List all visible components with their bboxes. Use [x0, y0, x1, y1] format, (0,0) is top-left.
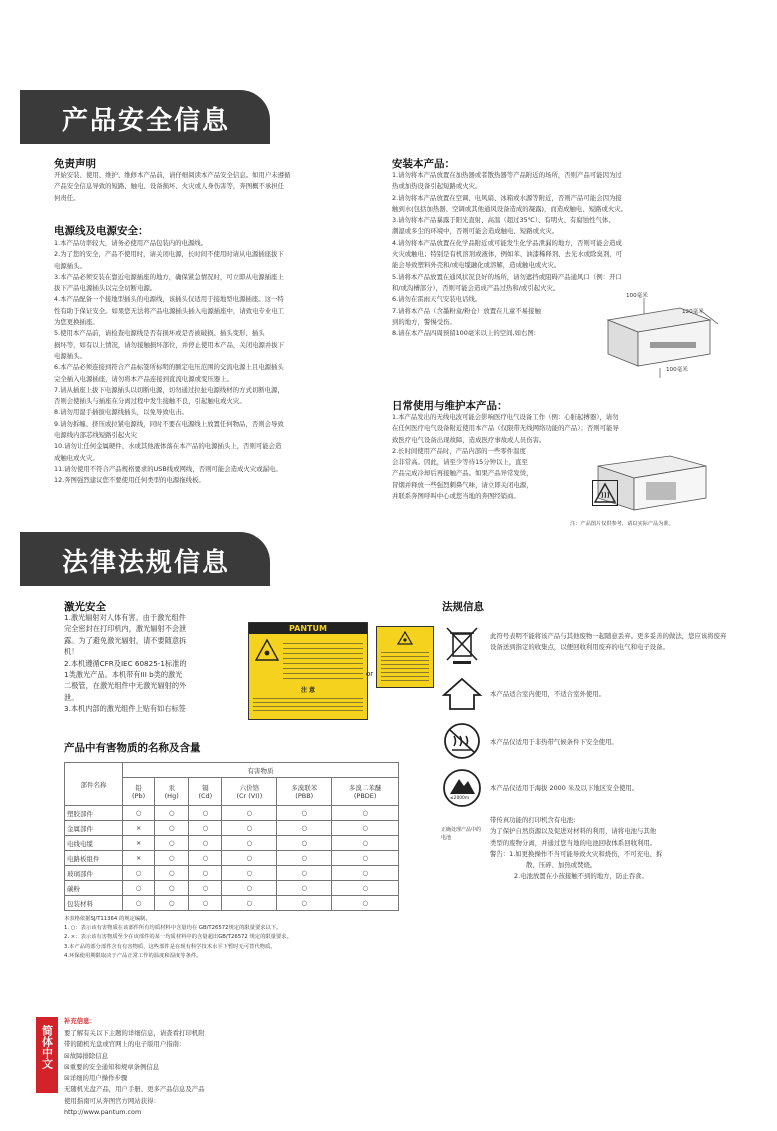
power-text: 1.本产品功率较大，请务必使用产品包装内的电源线。 2.为了您的安全，产品不使用时，请关闭电源，长时间不使用时请从电源插座拔下 电源插头。 3.本产品必须安装在靠近电源插座的地方，确保紧急情况时，可立即从电源插座上 拔下产品电源插头以完全切断电源。 4.本产品配备一个接地型插头的电源线，该插头仅适用于接地型电源插座。这一特 性有助于保证安全。如果您无法将产品电源插头插入电源插座中，请致电专业电工 为您更换插座。 5.使用本产品前，请检查电源线是否有损坏或是否被破损、插头变形、插头 损坏等，如有以上情况，请勿接触损坏部位，并停止使用本产品，关闭电源并拔下 电源插头。 6.本产品必须连接到符合产品标签所标明的额定电压范围的交流电源上且电源插头 完全插入电源插座，请勿将本产品连接到直流电源或变压器上。 7.请从插座上拔下电源插头以切断电源，切勿通过拉扯电源线材的方式切断电源， 否则会使插头与插座在分离过程中发生接触不良，引起触电或火灾。 8.请勿用湿手插拔电源线插头，以免导致电击。 9.请勿拆缠、挤压或拉紧电源线，同时不要在电源线上放置任何物品，否则会导致 电源线内部芯线短路引起火灾 10.请勿让任何金属硬件、水或其他液体落在本产品的电源插头上，否则可能会造 成触电或火灾。 11.请勿使用不符合产品规格要求的USB线或网线，否则可能会造成火灾或漏电。 12.奔图强烈建议您不要使用任何类型的电源拖线板。 [54, 239, 285, 485]
daily-note: 注：产品图片仅供参考，请以实际产品为准。 [570, 521, 674, 527]
disclaimer-title: 免责声明 [54, 158, 96, 170]
printer-clearance-illustration [590, 294, 730, 380]
laser-warning-label-small [376, 626, 434, 688]
col-header: 六价铬 (Cr (VI)) [222, 778, 277, 806]
legal-title: 法律法规信息 [62, 548, 231, 578]
battery-label: 正确处理产品中的电池 [441, 827, 482, 841]
table-row: 塑胶部件 ○ ○ ○ ○ ○ ○ [65, 806, 399, 821]
table-row: 碳粉 ○ ○ ○ ○ ○ ○ [65, 881, 399, 896]
battery-text: 带传真功能的打印机含有电池: 为了保护自然资源以及促进对材料的利用，请将电池与其他 类型的废物分离，并通过您当地的电池回收体系回收利用。 警告：1.如更换操作不当可能导致火灾和烧伤，不可充电、拆 散、压碎、加热或焚烧。 2.电池放置在小孩接触不到的地方，防止吞食。 [490, 816, 663, 881]
label-small-fine-print [381, 649, 429, 683]
altitude-label: ≤2000m [450, 796, 470, 801]
pantum-url[interactable]: http://www.pantum.com [64, 1108, 142, 1117]
laser-text: 1.激光辐射对人体有害。由于激光组件 完全密封在打印机内，激光辐射不会泄 露。为了避免激光辐射，请不要随意拆 机！ 2.本机遵循CFR及IEC 60825-1标准的 1类激光产品。本机带有III b类的激光 二极管，在激光组件中无激光辐射的外 泄。 3.本机内部的激光组件上贴有如右标签 [64, 613, 187, 714]
altitude-icon [441, 768, 483, 810]
label-or: or [366, 670, 374, 678]
supplement-title: 补充信息： [64, 1017, 96, 1025]
pantum-brand: PANTUM [249, 623, 367, 634]
safety-title: 产品安全信息 [62, 106, 231, 136]
daily-title: 日常使用与维护本产品： [392, 400, 508, 412]
language-tab-label: 简体中文 [40, 1025, 54, 1069]
table-row: 玻璃部件 ○ ○ ○ ○ ○ ○ [65, 866, 399, 881]
hazard-table [64, 762, 399, 911]
col-header: 多溴联苯 (PBB) [277, 778, 332, 806]
regs-weee-text: 此符号表明不能将该产品与其他废物一起随意丢弃。更多妥善的做法，您应该将废弃设备送到指定的收集点，以便回收利用废弃的电气和电子设备。 [490, 632, 727, 652]
col-part: 部件名称 [65, 763, 123, 806]
regs-altitude-text: 本产品仅适用于海拔 2000 米及以下地区安全使用。 [490, 784, 639, 792]
hazard-title: 产品中有害物质的名称及含量 [64, 742, 201, 754]
table-row: 包装材料 ○ ○ ○ ○ ○ ○ [65, 896, 399, 911]
col-header: 铅 (Pb) [123, 778, 155, 806]
regs-climate-text: 本产品仅适用于非热带气候条件下安全使用。 [490, 738, 618, 746]
table-row: 金属部件 × ○ ○ ○ ○ ○ [65, 821, 399, 836]
daily-text: 1.本产品发出的无线电波可能会影响医疗电气设备工作（例：心脏起搏器），请勿 在任何医疗电气设备附近使用本产品（仅限带无线网络功能的产品）；否则可能导 致医疗电气设备出现故障，造成医疗事故或人员伤害。 2.长时间使用产品时，产品内部的一些零件温度 会非常高。因此，请至少等待15分钟以上，直至 产品完成冷却后再接触产品。如果产品异常发烫， 冒烟并释放一些强烈刺鼻气味，请立即关闭电源， 并联系奔图呼叫中心或您当地的奔图经销商。 [392, 413, 619, 501]
laser-warning-label [248, 622, 368, 720]
dim-right-label: 120毫米 [682, 309, 704, 315]
legal-banner [20, 532, 270, 586]
hot-surface-icon [592, 480, 618, 506]
col-header: 汞 (Hg) [155, 778, 189, 806]
dim-top-label: 100毫米 [626, 293, 648, 299]
disclaimer-text: 开始安装、使用、维护、维修本产品前，请仔细阅读本产品安全信息。如用户未遵循 产品安全信息导致的短路、触电、设备损坏、火灾或人身伤害等，奔图概不承担任 何责任。 [54, 171, 291, 202]
col-header: 多溴二苯醚 (PBDE) [332, 778, 399, 806]
laser-hazard-icon-small [397, 631, 413, 645]
laser-title: 激光安全 [64, 601, 106, 613]
language-tab [36, 1017, 58, 1093]
hazard-notes: 本表格依据SJ/T11364 的规定编制。 1. ○：表示该有害物质在该部件所有均质材料中含量均在 GB/T26572规定的限量要求以下。 2. ×：表示该有害物质至少在该部件的某一均质材料中的含量超出GB/T26572 规定的限量要求。 3.本产品的部分部件含有有害物质，这些部件是在现有科学技术水平下暂时无可替代物质。 4.环保使用期限取决于产品正常工作的温度和湿度等条件。 [64, 916, 292, 959]
table-row: 电线电缆 × ○ ○ ○ ○ ○ [65, 836, 399, 851]
col-header: 镉 (Cd) [189, 778, 222, 806]
label-caution: 注 意 [300, 687, 316, 694]
laser-hazard-icon [255, 639, 279, 661]
indoor-house-icon [441, 676, 483, 712]
label-fine-print [283, 639, 363, 679]
install-title: 安装本产品： [392, 158, 455, 170]
non-tropical-icon [441, 722, 483, 758]
safety-banner [20, 90, 270, 144]
install-text: 1.请勿将本产品放置在加热器或者散热器等产品附近的场所，否则产品可能因为过 热或加热设备引起短路或火灾。 2.请勿将本产品放置在空调、电风扇、冰箱或水源等附近，否则产品可能会因为接 触到水(包括加热器、空调或其他通风设备造成的凝露)，而造成触电、短路或火灾。 3.请勿将本产品暴露于阳光直射、高温（超过35℃）、有明火、有腐蚀性气体、 潮湿或多尘的环境中，否则可能会造成触电、短路或火灾。 4.请勿将本产品放置在化学品附近或可能发生化学品泄漏的地方，否则可能会造成 火灾或触电；特别是有机溶剂或液体，例如苯、油漆稀释剂、去光水或除臭剂，可 能会导致塑料外壳和/或电缆融化或溶解，造成触电或火灾。 5.请将本产品放置在通风状况良好的场所，请勿遮挡或阻碍产品通风口（例：开口 和/或沟槽部分），否则可能会造成产品过热和/或引起火灾。 6.请勿在雷雨天气安装电话线。 7.请将本产品（含墨粉盒/粉仓）放置在儿童不易接触 到的地方，警惕受伤。 8.请在本产品四周预留100毫米以上的空间,如右图: [392, 171, 628, 338]
power-title: 电源线及电源安全： [54, 225, 149, 237]
dim-bottom-label: 100毫米 [666, 367, 688, 373]
col-group: 有害物质 [123, 763, 399, 778]
label-fine-print-2 [253, 695, 363, 713]
weee-bin-icon [441, 624, 483, 660]
table-row: 电路板组件 × ○ ○ ○ ○ ○ [65, 851, 399, 866]
regs-indoor-text: 本产品适合室内使用，不适合室外使用。 [490, 690, 606, 698]
regs-title: 法规信息 [442, 601, 484, 613]
supplement-text: 要了解有关以下主题的详细信息，请查看打印机附 带的随机光盘或官网上的电子版用户指南： ☒故障排除信息 ☒重要的安全通知和规章条例信息 ☒详细的用户操作步骤 无随机光盘产品，用户手册、更多产品信息及产品 使用指南可从奔图官方网站获得： http://www.pantum.com [64, 1028, 304, 1118]
